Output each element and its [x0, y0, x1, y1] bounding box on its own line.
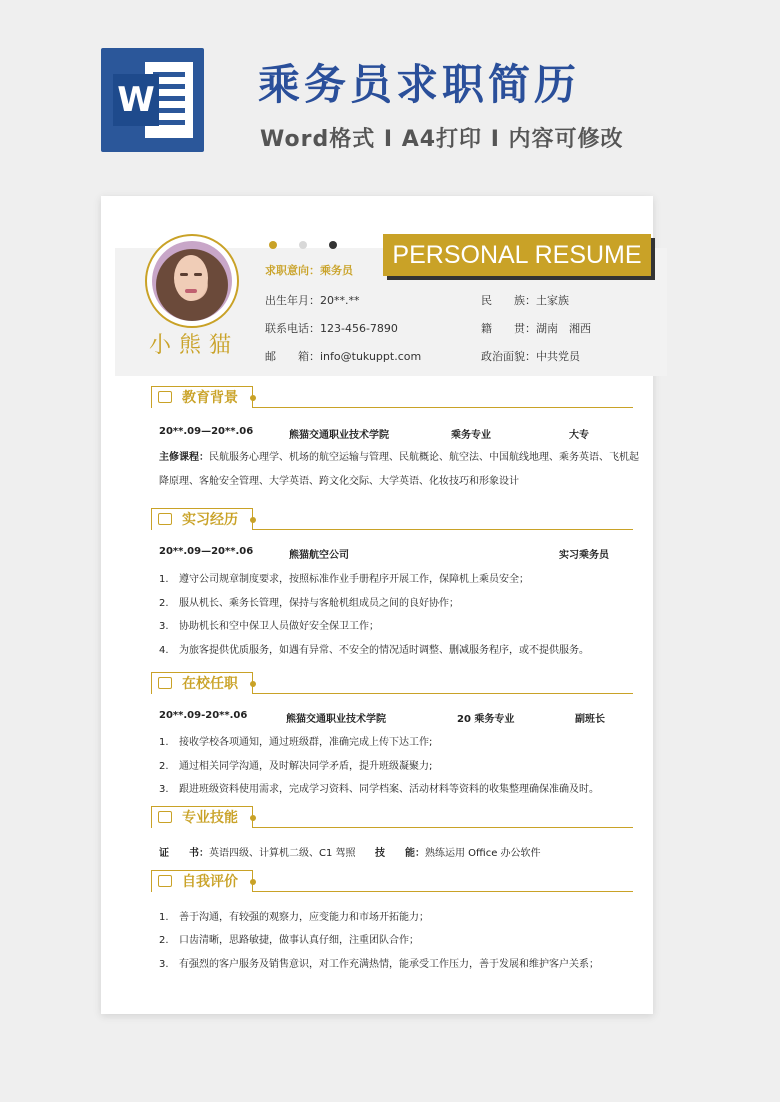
intern-company: 熊猫航空公司 — [289, 550, 349, 561]
campus-major: 20 乘务专业 — [457, 714, 515, 725]
origin: 籍 贯：湖南 湘西 — [481, 322, 591, 335]
book-icon — [158, 677, 172, 689]
phone: 联系电话：123-456-7890 — [265, 322, 398, 335]
word-logo-icon — [101, 48, 204, 152]
job-intent: 求职意向：乘务员 — [265, 264, 353, 277]
edu-courses: 主修课程：民航服务心理学、机场的航空运输与管理、民航概论、航空法、中国航线地理、乘务英语、飞机起 — [159, 452, 639, 463]
list-item: 3. 协助机长和空中保卫人员做好安全保卫工作； — [159, 621, 379, 632]
list-item: 1. 接收学校各项通知，通过班级群，准确完成上传下达工作; — [159, 737, 433, 748]
skills-cert: 证 书：英语四级、计算机二级、C1 驾照 — [159, 848, 356, 859]
intern-role: 实习乘务员 — [559, 550, 609, 561]
section-internship: 实习经历 — [151, 508, 633, 530]
section-self-evaluation: 自我评价 — [151, 870, 633, 892]
document-icon — [158, 875, 172, 887]
decor-dots — [269, 234, 359, 253]
ethnic: 民 族：土家族 — [481, 294, 569, 307]
edu-courses-cont: 降原理、客舱安全管理、大学英语、跨文化交际、大学英语、化妆技巧和形象设计 — [159, 476, 519, 487]
email: 邮 箱：info@tukuppt.com — [265, 350, 422, 363]
list-item: 4. 为旅客提供优质服务，如遇有异常、不安全的情况适时调整、删减服务程序，或不提供服务。 — [159, 645, 589, 656]
intern-period: 20**.09—20**.06 — [159, 546, 254, 557]
layers-icon — [158, 811, 172, 823]
list-item: 1. 善于沟通，有较强的观察力，应变能力和市场开拓能力； — [159, 912, 429, 923]
briefcase-icon — [158, 513, 172, 525]
edu-degree: 大专 — [569, 430, 589, 441]
section-skills: 专业技能 — [151, 806, 633, 828]
birth-date: 出生年月：20**.** — [265, 294, 360, 307]
avatar — [145, 234, 239, 328]
list-item: 3. 有强烈的客户服务及销售意识，对工作充满热情，能承受工作压力，善于发展和维护客户关系； — [159, 959, 599, 970]
section-education: 教育背景 — [151, 386, 633, 408]
edu-period: 20**.09—20**.06 — [159, 426, 254, 437]
list-item: 2. 服从机长、乘务长管理，保持与客舱机组成员之间的良好协作； — [159, 598, 459, 609]
skills-skill: 技 能：熟练运用 Office 办公软件 — [375, 848, 541, 859]
candidate-name: 小熊猫 — [149, 333, 240, 358]
section-campus: 在校任职 — [151, 672, 633, 694]
page-subtitle: Word格式 I A4打印 I 内容可修改 — [260, 127, 624, 152]
list-item: 2. 通过相关同学沟通，及时解决同学矛盾，提升班级凝聚力; — [159, 761, 433, 772]
graduation-cap-icon — [158, 391, 172, 403]
list-item: 3. 跟进班级资料使用需求，完成学习资料、同学档案、活动材料等资料的收集整理确保准确及时。 — [159, 784, 599, 795]
edu-major: 乘务专业 — [451, 430, 491, 441]
edu-school: 熊猫交通职业技术学院 — [289, 430, 389, 441]
campus-period: 20**.09-20**.06 — [159, 710, 248, 721]
campus-school: 熊猫交通职业技术学院 — [286, 714, 386, 725]
list-item: 2. 口齿清晰，思路敏捷，做事认真仔细，注重团队合作； — [159, 935, 419, 946]
resume-paper — [101, 196, 653, 1014]
campus-role: 副班长 — [575, 714, 605, 725]
word-letter: W — [113, 74, 159, 126]
page-title: 乘务员求职简历 — [258, 60, 581, 109]
politics: 政治面貌：中共党员 — [481, 350, 580, 363]
list-item: 1. 遵守公司规章制度要求，按照标准作业手册程序开展工作，保障机上乘员安全； — [159, 574, 529, 585]
personal-resume-banner: PERSONAL RESUME — [383, 234, 651, 276]
